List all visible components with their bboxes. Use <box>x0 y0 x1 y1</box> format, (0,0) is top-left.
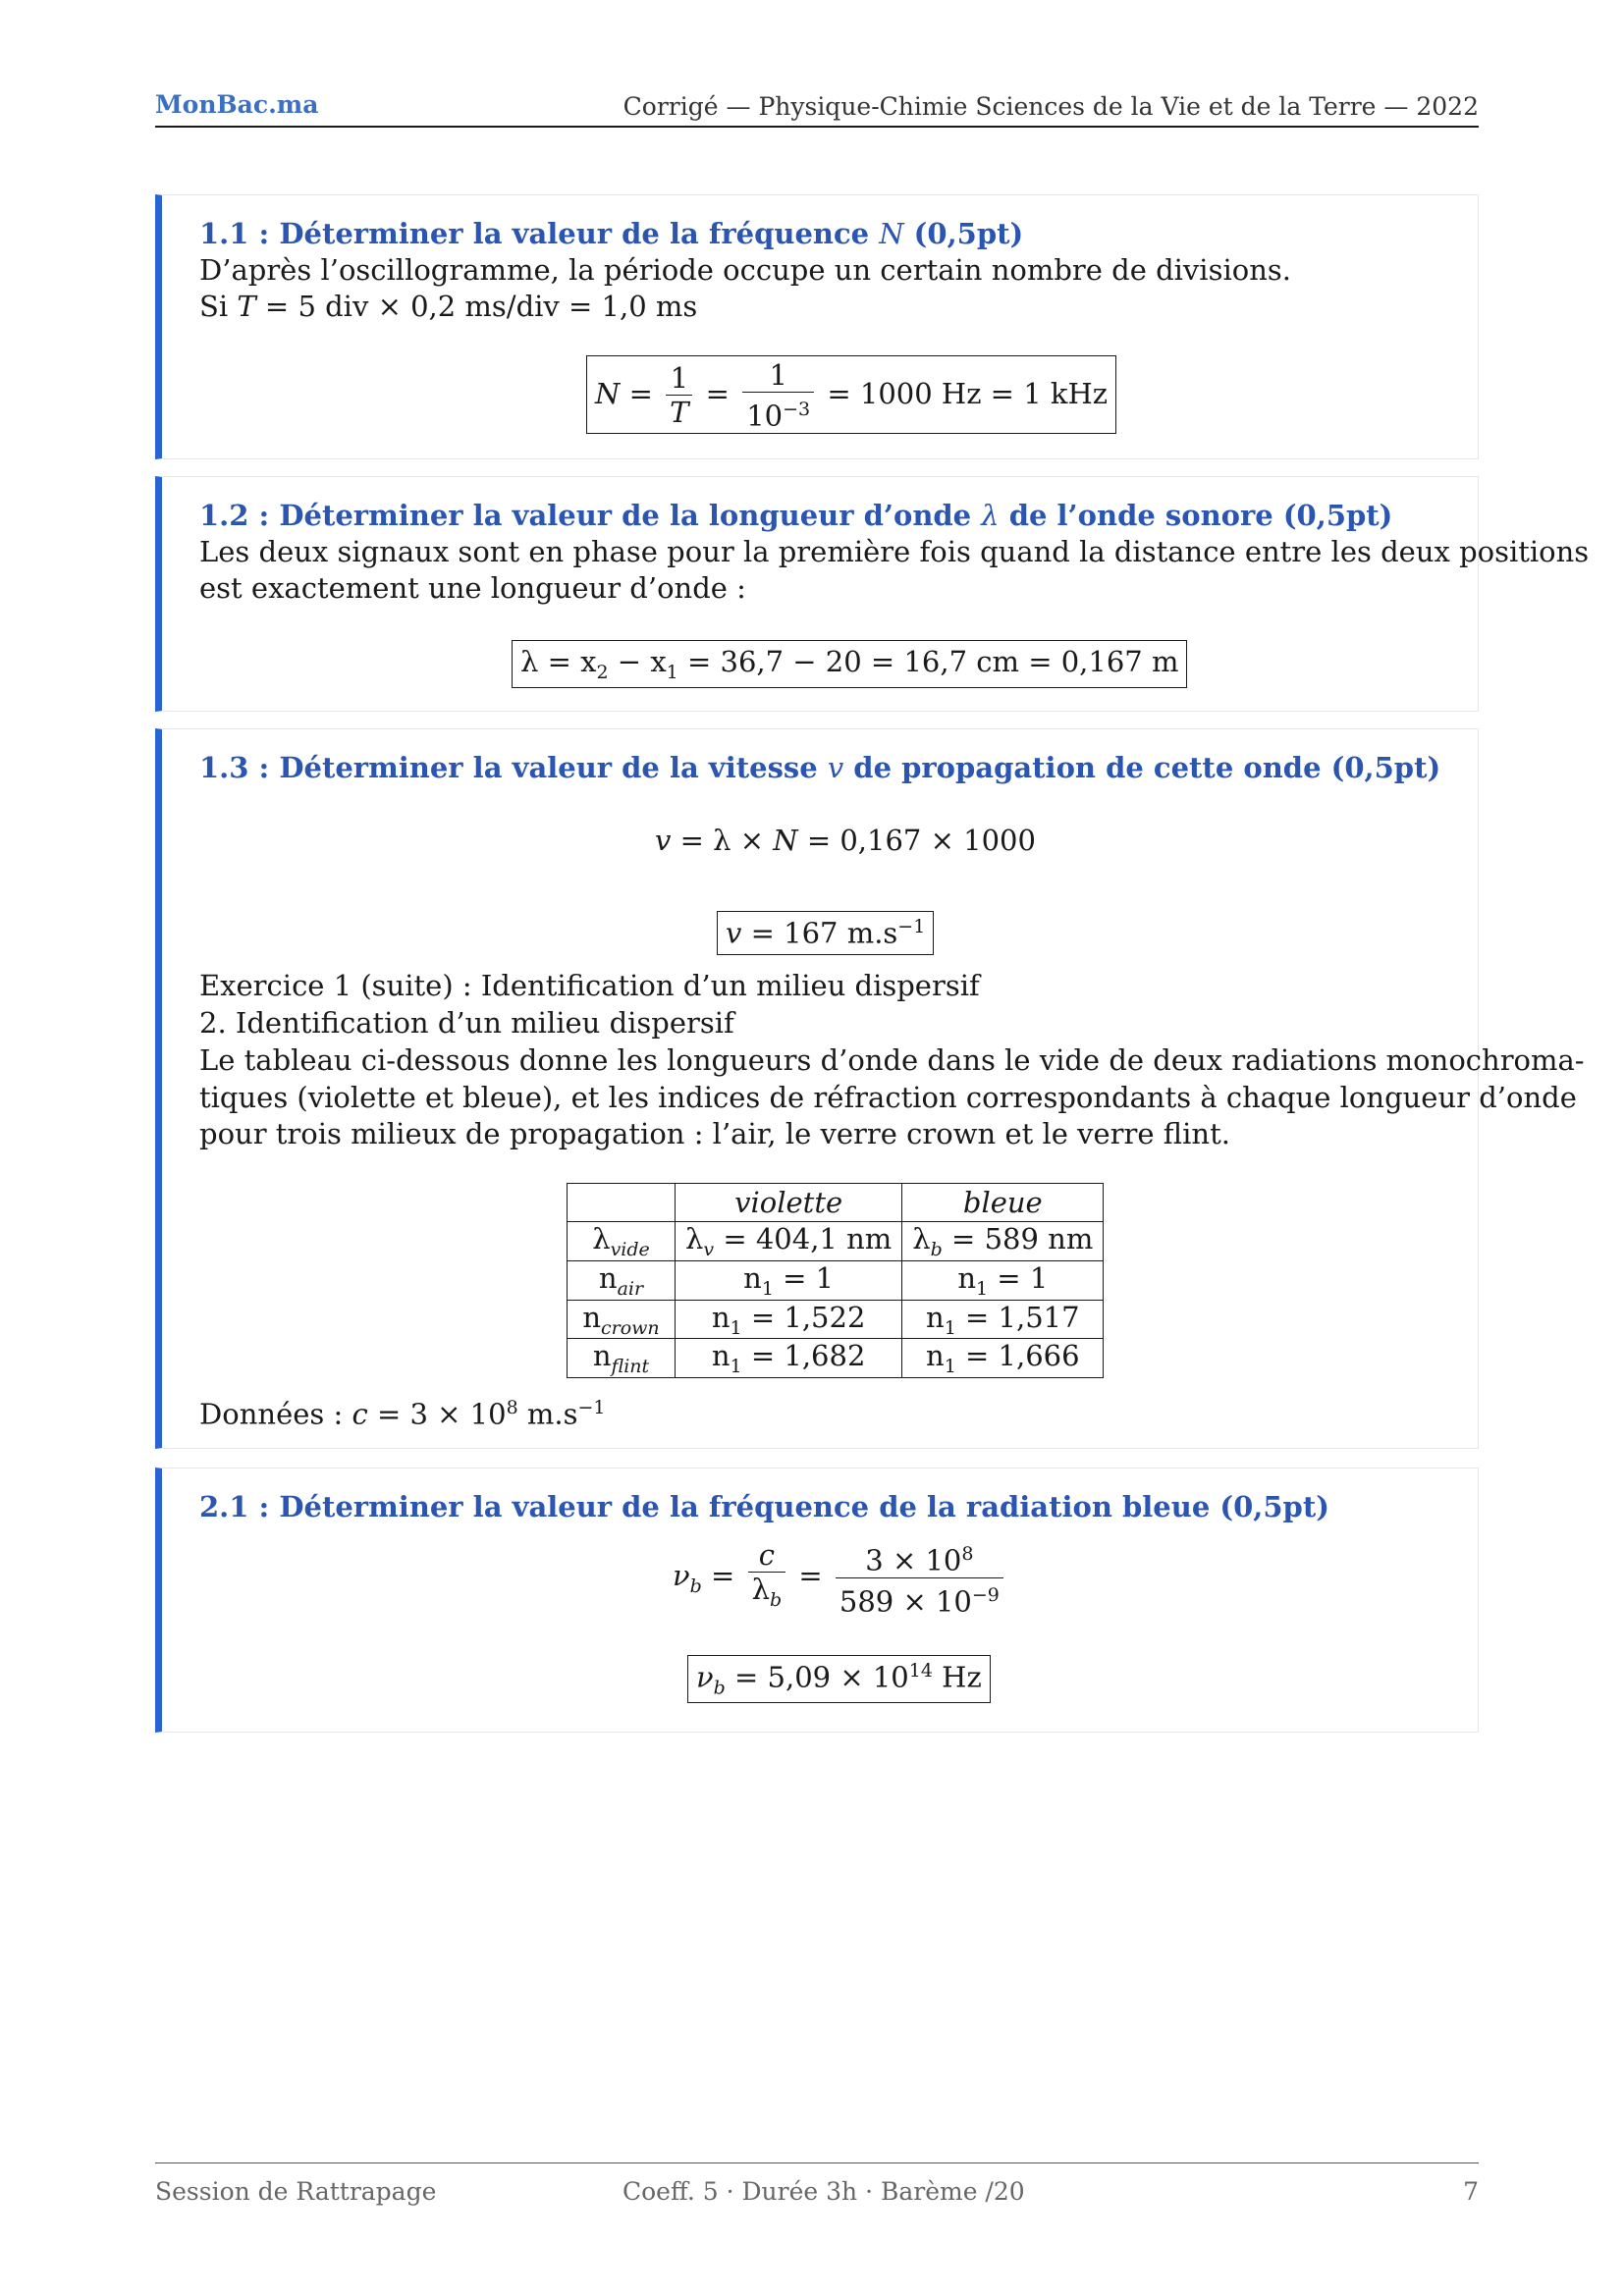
answer-text-1-2-b: est exactement une longueur d’onde : <box>199 571 746 605</box>
section-heading-2: 2. Identification d’un milieu dispersif <box>199 1006 734 1040</box>
answer-text-1-1-a: D’après l’oscillogramme, la période occupe un certain nombre de divisions. <box>199 253 1291 287</box>
answer-card-1-2 <box>155 476 1590 712</box>
answer-text-1-1-b: Si T = 5 div × 0,2 ms/div = 1,0 ms <box>199 290 698 323</box>
refraction-index-table <box>567 1183 1104 1378</box>
intro-text-line-3: pour trois milieux de propagation : l’air, le verre crown et le verre flint. <box>199 1117 1230 1150</box>
given-data: Données : $c = 3 \times 10^8$ $m.s^{-1}$ <box>199 1397 606 1431</box>
document-title: Corrigé — Physique-Chimie Sciences de la Vie et de la Terre — 2022 <box>623 92 1479 121</box>
result-equation-wavelength: $\lambda = x_2 - x_1 = 36,7 - 20 = 16,7$ cm = 0,167 m <box>512 640 1187 688</box>
question-title-1-3: 1.3 : Déterminer la valeur de la vitesse v de propagation de cette onde (0,5pt) <box>199 751 1441 784</box>
table-row <box>568 1339 1104 1378</box>
table-row-header <box>568 1184 1104 1222</box>
result-equation-frequency: N = $\frac{1}{T}$ = $\frac{1}{10^{-3}}$ = 1000 Hz = 1 kHz <box>586 355 1116 434</box>
table-row <box>568 1222 1104 1261</box>
column-header-violette: violette <box>676 1184 902 1222</box>
page-header <box>155 90 1479 128</box>
frequency-blue-equation: $\nu_b$ = $\frac{c}{\lambda_b}$ = $\frac{3 \times 10^8}{589 \times 10^{-9}}$ <box>673 1537 1007 1618</box>
answer-text-1-2-a: Les deux signaux sont en phase pour la première fois quand la distance entre les deux positions <box>199 535 1590 568</box>
table-cell: $n_1 = 1$ <box>902 1260 1104 1300</box>
page-footer <box>155 2163 1479 2221</box>
table-cell: $n_1 = 1,522$ <box>676 1300 902 1339</box>
question-title-1-2: 1.2 : Déterminer la valeur de la longueur d’onde λ de l’onde sonore (0,5pt) <box>199 499 1393 532</box>
table-row <box>568 1260 1104 1300</box>
table-cell: $\lambda_b = 589$ nm <box>902 1222 1104 1261</box>
question-title-1-1: 1.1 : Déterminer la valeur de la fréquence N (0,5pt) <box>199 217 1024 250</box>
exercise-subtitle: Exercice 1 (suite) : Identification d’un milieu dispersif <box>199 969 980 1002</box>
speed-equation: v = λ × N = 0,167 × 1000 <box>655 824 1036 857</box>
answer-card-2-1 <box>155 1468 1479 1733</box>
page-number: 7 <box>1463 2177 1479 2206</box>
row-label-n-flint: $n_{flint}$ <box>568 1339 676 1378</box>
table-cell: $\lambda_v = 404,1$ nm <box>676 1222 902 1261</box>
column-header-bleue: bleue <box>902 1184 1104 1222</box>
table-row <box>568 1300 1104 1339</box>
result-equation-frequency-blue: $\nu_b = 5,09 \times 10^{14}$ Hz <box>687 1655 991 1703</box>
answer-card-1-1 <box>155 194 1479 459</box>
question-title-2-1: 2.1 : Déterminer la valeur de la fréquence de la radiation bleue (0,5pt) <box>199 1490 1329 1523</box>
table-cell: $n_1 = 1$ <box>676 1260 902 1300</box>
row-label-n-air: $n_{air}$ <box>568 1260 676 1300</box>
row-label-n-crown: $n_{crown}$ <box>568 1300 676 1339</box>
session-label: Session de Rattrapage <box>155 2177 437 2206</box>
result-equation-speed: v = 167 $m.s^{-1}$ <box>717 911 934 955</box>
table-cell: $n_1 = 1,666$ <box>902 1339 1104 1378</box>
intro-text-line-2: tiques (violette et bleue), et les indices de réfraction correspondants à chaque longueur d’onde <box>199 1081 1577 1114</box>
exam-info: Coeff. 5 · Durée 3h · Barème /20 <box>623 2177 1025 2206</box>
table-cell: $n_1 = 1,682$ <box>676 1339 902 1378</box>
row-label-lambda-vide: $\lambda_{vide}$ <box>568 1222 676 1261</box>
intro-text-line-1: Le tableau ci-dessous donne les longueurs d’onde dans le vide de deux radiations monochroma- <box>199 1043 1585 1077</box>
brand-logo-text[interactable]: MonBac.ma <box>155 90 319 119</box>
answer-card-1-3 <box>155 728 1585 1449</box>
table-cell: $n_1 = 1,517$ <box>902 1300 1104 1339</box>
